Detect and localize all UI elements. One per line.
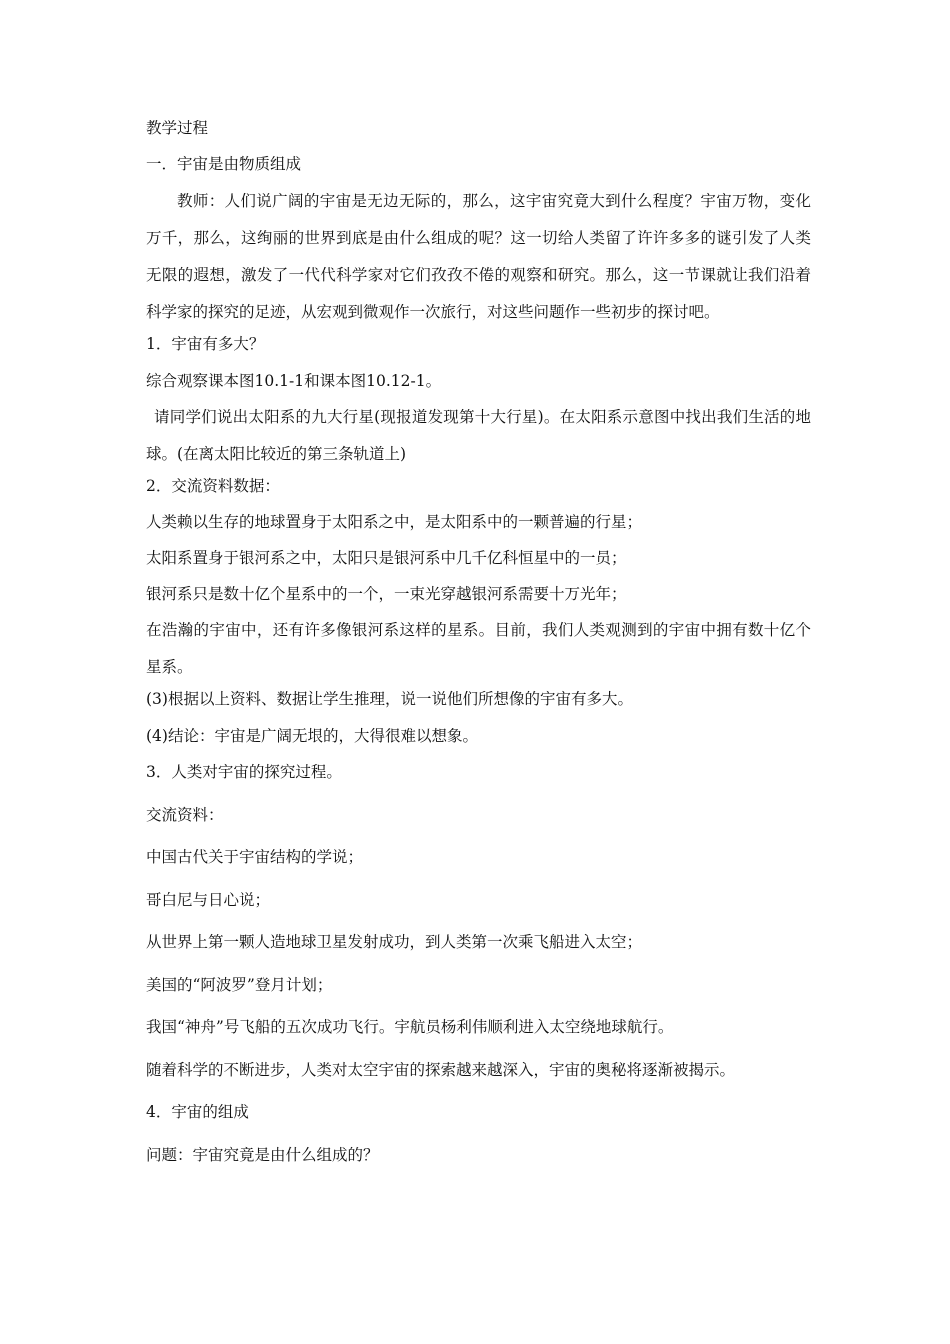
fact-paragraph-4: 在浩瀚的宇宙中，还有许多像银河系这样的星系。目前，我们人类观测到的宇宙中拥有数十亿个星系。 [146, 621, 811, 677]
history-line-6: 随着科学的不断进步，人类对太空宇宙的探索越来越深入，宇宙的奥秘将逐渐被揭示。 [146, 1060, 736, 1079]
planets-paragraph: 请同学们说出太阳系的九大行星(现报道发现第十大行星)。在太阳系示意图中找出我们生活的地球。(在离太阳比较近的第三条轨道上) [146, 407, 811, 463]
question-2-heading: 2．交流资料数据： [146, 476, 280, 495]
document-title: 教学过程 [146, 119, 209, 137]
item-3-line: (3)根据以上资料、数据让学生推理，说一说他们所想像的宇宙有多大。 [146, 690, 633, 709]
question-4-heading: 4．宇宙的组成 [146, 1103, 249, 1122]
section-heading-1: 一．宇宙是由物质组成 [146, 155, 302, 174]
question-1-heading: 1．宇宙有多大？ [146, 335, 265, 354]
final-question-line: 问题：宇宙究竟是由什么组成的？ [146, 1145, 379, 1164]
history-line-2: 哥白尼与日心说； [146, 890, 271, 909]
history-line-4: 美国的“阿波罗”登月计划； [146, 975, 333, 994]
fact-line-1: 人类赖以生存的地球置身于太阳系之中，是太阳系中的一颗普遍的行星； [146, 512, 643, 531]
history-line-3: 从世界上第一颗人造地球卫星发射成功，到人类第一次乘飞船进入太空； [146, 933, 643, 952]
teacher-paragraph: 教师：人们说广阔的宇宙是无边无际的，那么，这宇宙究竟大到什么程度？宇宙万物，变化万千，那么，这绚丽的世界到底是由什么组成的呢？这一切给人类留了许许多多的谜引发了人类无限的遐想，激发了一代代科学家对它们孜孜不倦的观察和研究。那么，这一节课就让我们沿着科学家的探究的足迹，从宏观到微观作一次旅行，对这些问题作一些初步的探讨吧。 [146, 192, 811, 322]
question-3-heading: 3．人类对宇宙的探究过程。 [146, 763, 342, 782]
history-line-5: 我国“神舟”号飞船的五次成功飞行。宇航员杨利伟顺利进入太空绕地球航行。 [146, 1018, 674, 1037]
observe-figures-line: 综合观察课本图10.1-1和课本图10.12-1。 [146, 371, 442, 390]
fact-line-3: 银河系只是数十亿个星系中的一个，一束光穿越银河系需要十万光年； [146, 585, 627, 604]
history-line-1: 中国古代关于宇宙结构的学说； [146, 848, 364, 867]
exchange-label: 交流资料： [146, 805, 224, 824]
item-4-line: (4)结论：宇宙是广阔无垠的，大得很难以想象。 [146, 726, 478, 745]
document-body [146, 118, 811, 1165]
fact-line-2: 太阳系置身于银河系之中，太阳只是银河系中几千亿科恒星中的一员； [146, 549, 627, 568]
